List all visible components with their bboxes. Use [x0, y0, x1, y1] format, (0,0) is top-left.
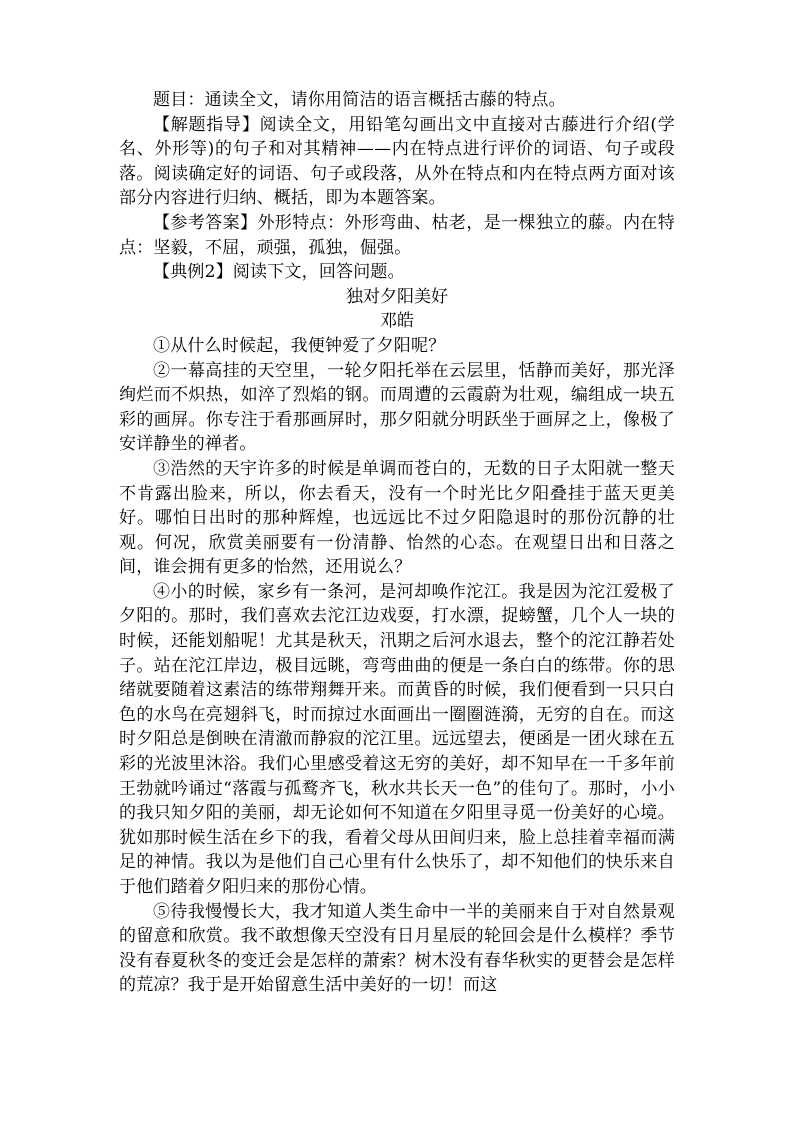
article-title: 独对夕阳美好 [346, 286, 448, 307]
article-paragraph-3: ③浩然的天宇许多的时候是单调而苍白的，无数的日子太阳就一整天不肯露出脸来，所以，你去看天，没有一个时光比夕阳叠挂于蓝天更美好。哪怕日出时的那种辉煌，也远远比不过夕阳隐退时的那份沉静的壮观。何况，欣赏美丽要有一份清静、怡然的心态。在观望日出和日落之间，谁会拥有更多的怡然，还用说么？ [119, 458, 675, 578]
document-page [119, 88, 675, 998]
solution-guide-paragraph: 【解题指导】阅读全文，用铅笔勾画出文中直接对古藤进行介绍(学名、外形等)的句子和对其精神——内在特点进行评价的词语、句子或段落。阅读确定好的词语、句子或段落，从外在特点和内在特点两方面对该部分内容进行归纳、概括，即为本题答案。 [119, 114, 675, 209]
reference-answer-paragraph: 【参考答案】外形特点：外形弯曲、枯老，是一棵独立的藤。内在特点：坚毅，不屈，顽强，孤独，倔强。 [119, 212, 675, 258]
question-paragraph: 题目：通读全文，请你用简洁的语言概括古藤的特点。 [153, 90, 566, 110]
article-author: 邓皓 [380, 311, 414, 332]
article-paragraph-5: ⑤待我慢慢长大，我才知道人类生命中一半的美丽来自于对自然景观的留意和欣赏。我不敢想像天空没有日月星辰的轮回会是什么模样？季节没有春夏秋冬的变迁会是怎样的萧索？树木没有春华秋实的更替会是怎样的荒凉？我于是开始留意生活中美好的一切！而这 [119, 901, 675, 996]
article-paragraph-1: ①从什么时候起，我便钟爱了夕阳呢？ [153, 335, 446, 356]
article-paragraph-2: ②一幕高挂的天空里，一轮夕阳托举在云层里，恬静而美好，那光泽绚烂而不炽热，如淬了烈焰的钢。而周遭的云霞蔚为壮观，编组成一块五彩的画屏。你专注于看那画屏时，那夕阳就分明跃坐于画屏之上，像极了安详静坐的禅者。 [119, 360, 675, 455]
article-paragraph-4: ④小的时候，家乡有一条河，是河却唤作沱江。我是因为沱江爱极了夕阳的。那时，我们喜欢去沱江边戏耍，打水漂，捉螃蟹，几个人一块的时候，还能划船呢！尤其是秋天，汛期之后河水退去，整个的沱江静若处子。站在沱江岸边，极目远眺，弯弯曲曲的便是一条白白的练带。你的思绪就要随着这素洁的练带翔舞开来。而黄昏的时候，我们便看到一只只白色的水鸟在亮翅斜飞，时而掠过水面画出一圈圈涟漪，无穷的自在。而这时夕阳总是倒映在清澈而静寂的沱江里。远远望去，便函是一团火球在五彩的光波里沐浴。我们心里感受着这无穷的美好，却不知早在一千多年前王勃就吟诵过“落霞与孤鹜齐飞，秋水共长天一色”的佳句了。那时，小小的我只知夕阳的美丽，却无论如何不知道在夕阳里寻觅一份美好的心境。犹如那时候生活在乡下的我，看着父母从田间归来，脸上总挂着幸福而满足的神情。我以为是他们自己心里有什么快乐了，却不知他们的快乐来自于他们踏着夕阳归来的那份心情。 [119, 581, 675, 897]
example-2-paragraph: 【典例2】阅读下文，回答问题。 [153, 262, 405, 283]
